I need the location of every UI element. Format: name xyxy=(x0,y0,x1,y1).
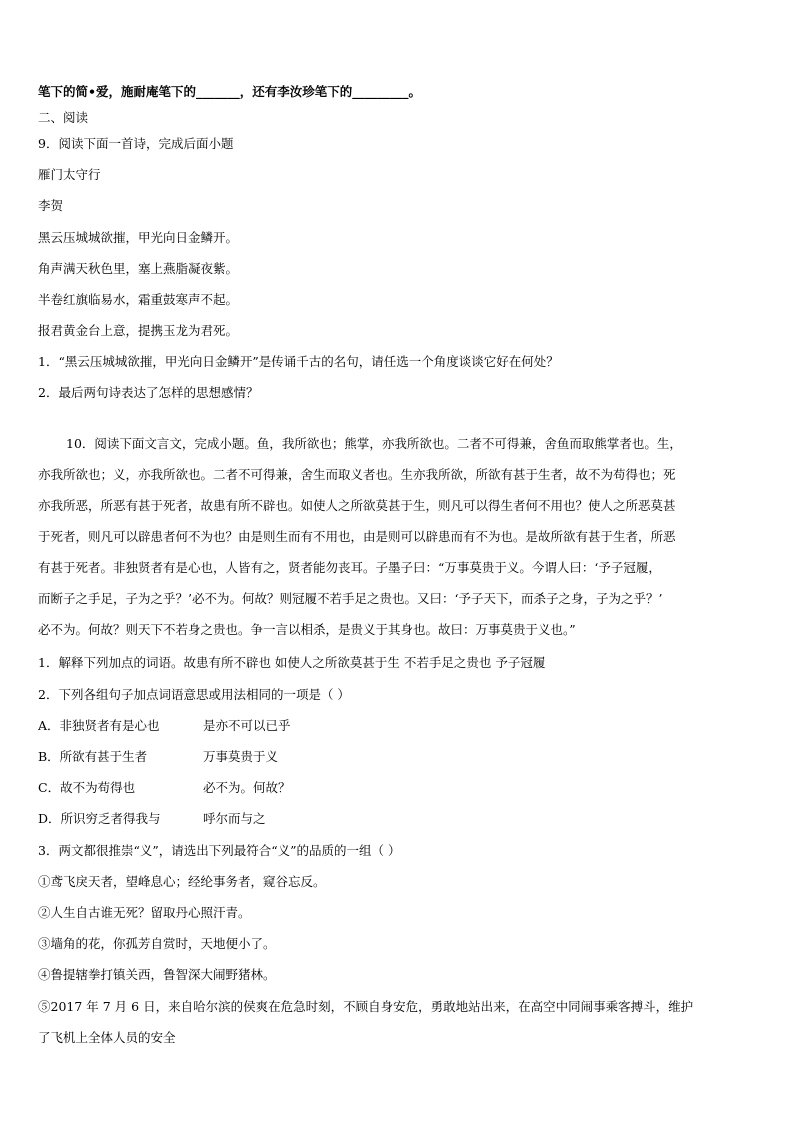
q9-prompt: 9．阅读下面一首诗，完成后面小题 xyxy=(38,136,234,151)
passage-line-6: 而断子之手足，子为之乎？’必不为。何故？则冠履不若手足之贵也。又曰：‘予子天下，而杀子之身，子为之乎？’ xyxy=(38,591,663,606)
option-d-pair: 呼尔而与之 xyxy=(203,811,266,826)
q10-sub-1: 1．解释下列加点的词语。故患有所不辟也 如使人之所欲莫甚于生 不若手足之贵也 予子冠履 xyxy=(38,655,546,670)
choice-5-cont: 了飞机上全体人员的安全 xyxy=(38,1030,176,1045)
poem-line-2: 角声满天秋色里，塞上燕脂凝夜紫。 xyxy=(38,261,239,276)
option-a-pair: 是亦不可以已乎 xyxy=(203,718,291,733)
option-d xyxy=(38,811,266,827)
q8-text-1: 笔下的简•爱，施耐庵笔下的 xyxy=(38,84,196,99)
q10-sub-3: 3．两文都很推崇“义”，请选出下列最符合“义”的品质的一组（ ） xyxy=(38,843,401,858)
passage-line-3: 亦我所恶，所恶有甚于死者，故患有所不辟也。如使人之所欲莫甚于生，则凡可以得生者何不用也？使人之所恶莫甚 xyxy=(38,498,676,513)
poem-title: 雁门太守行 xyxy=(38,167,101,182)
option-d-label: D．所识穷乏者得我与 xyxy=(38,811,161,826)
choice-4: ④鲁提辖拳打镇关西，鲁智深大闹野猪林。 xyxy=(38,967,276,982)
q8-text-2: ，还有李汝珍笔下的 xyxy=(239,84,353,99)
q10-passage xyxy=(38,436,756,646)
passage-line-1: 10．阅读下面文言文，完成小题。鱼，我所欲也；熊掌，亦我所欲也。二者不可得兼，舍鱼而取熊掌者也。生， xyxy=(66,436,682,451)
choice-3: ③墙角的花，你孤芳自赏时，天地便小了。 xyxy=(38,936,276,951)
poem-line-4: 报君黄金台上意，提携玉龙为君死。 xyxy=(38,323,239,338)
passage-line-5: 有甚于死者。非独贤者有是心也，人皆有之，贤者能勿丧耳。子墨子曰：“万事莫贵于义。今谓人曰：‘予子冠履， xyxy=(38,560,661,575)
choice-5: ⑤2017 年 7 月 6 日，来自哈尔滨的侯爽在危急时刻，不顾自身安危，勇敢地站出来，在高空中同闹事乘客搏斗，维护 xyxy=(38,999,694,1014)
passage-line-7: 必不为。何故？则天下不若身之贵也。争一言以相杀，是贵义于其身也。故曰：万事莫贵于义也。” xyxy=(38,622,576,637)
poem-line-1: 黑云压城城欲摧，甲光向日金鳞开。 xyxy=(38,230,239,245)
choice-2: ②人生自古谁无死？留取丹心照汗青。 xyxy=(38,905,251,920)
passage-line-4: 于死者，则凡可以辟患者何不为也？由是则生而有不用也，由是则可以辟患而有不为也。是故所欲有甚于生者，所恶 xyxy=(38,529,676,544)
option-a xyxy=(38,718,291,734)
q8-blank-1: _______ xyxy=(196,84,240,99)
question-8-tail xyxy=(38,84,421,100)
choice-1: ①鸢飞戾天者，望峰息心；经纶事务者，窥谷忘反。 xyxy=(38,874,326,889)
q9-question-1: 1．“黑云压城城欲摧，甲光向日金鳞开”是传诵千古的名句，请任选一个角度谈谈它好在何处？ xyxy=(38,354,559,369)
section-title: 二、阅读 xyxy=(38,110,89,125)
poem-author: 李贺 xyxy=(38,198,64,213)
option-c-label: C．故不为苟得也 xyxy=(38,780,136,795)
option-c-pair: 必不为。何故？ xyxy=(203,780,291,795)
option-a-label: A．非独贤者有是心也 xyxy=(38,718,160,733)
option-b-pair: 万事莫贵于义 xyxy=(203,749,279,764)
option-b xyxy=(38,749,278,765)
poem-line-3: 半卷红旗临易水，霜重鼓寒声不起。 xyxy=(38,292,239,307)
q10-sub-2: 2．下列各组句子加点词语意思或用法相同的一项是（ ） xyxy=(38,687,350,702)
q9-question-2: 2．最后两句诗表达了怎样的思想感情？ xyxy=(38,385,259,400)
q8-text-3: 。 xyxy=(408,84,422,99)
q8-blank-2: _________ xyxy=(352,84,409,99)
option-b-label: B．所欲有甚于生者 xyxy=(38,749,148,764)
passage-line-2: 亦我所欲也；义，亦我所欲也。二者不可得兼，舍生而取义者也。生亦我所欲，所欲有甚于生者，故不为苟得也；死 xyxy=(38,467,676,482)
option-c xyxy=(38,780,291,796)
